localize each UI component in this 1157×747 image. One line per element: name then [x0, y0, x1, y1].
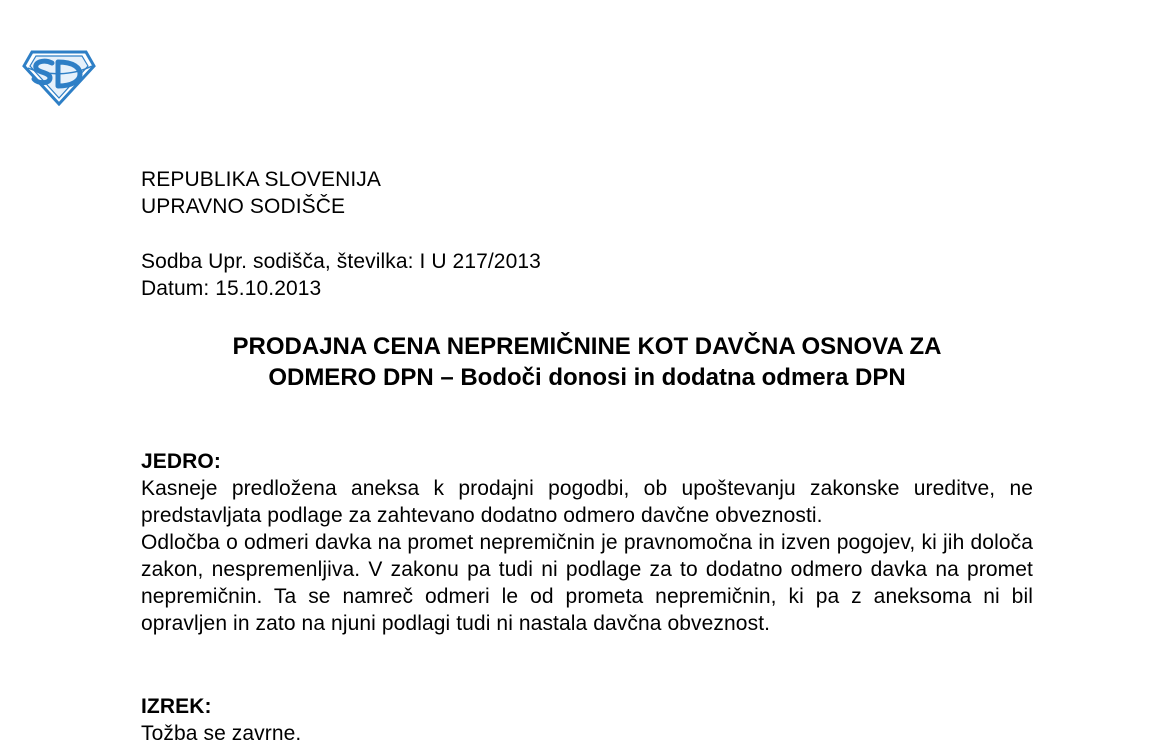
judgment-date: Datum: 15.10.2013: [141, 277, 322, 300]
jedro-section: [141, 448, 1033, 637]
court-header: [141, 166, 1033, 220]
republic-name: REPUBLIKA SLOVENIJA: [141, 168, 381, 191]
jedro-paragraph-1: Kasneje predložena aneksa k prodajni pogodbi, ob upoštevanju zakonske ureditve, ne predstavljata podlage za zahtevano dodatno odmero davčne obveznosti.: [141, 477, 1033, 527]
title-line-1: PRODAJNA CENA NEPREMIČNINE KOT DAVČNA OSNOVA ZA: [232, 333, 942, 360]
jedro-paragraph-2: Odločba o odmeri davka na promet nepremičnin je pravnomočna in izven pogojev, ki jih določa zakon, nespremenljiva. V zakonu pa tudi ni podlage za to dodatno odmero davka na promet nepremičnin. Ta se namreč odmeri le od prometa nepremičnin, ki pa z aneksoma ni bil opravljen in zato na njuni podlagi tudi ni nastala davčna obveznost.: [141, 531, 1033, 635]
izrek-section: [141, 693, 1033, 747]
izrek-label: IZREK:: [141, 695, 212, 718]
sd-logo-icon: [22, 48, 96, 106]
jedro-label: JEDRO:: [141, 450, 221, 473]
title-line-2: ODMERO DPN – Bodoči donosi in dodatna odmera DPN: [268, 364, 906, 391]
court-name: UPRAVNO SODIŠČE: [141, 195, 346, 218]
izrek-text: Tožba se zavrne.: [141, 722, 302, 745]
case-reference: [141, 248, 1033, 302]
case-number: Sodba Upr. sodišča, številka: I U 217/2013: [141, 250, 541, 273]
document-title: [141, 331, 1033, 393]
